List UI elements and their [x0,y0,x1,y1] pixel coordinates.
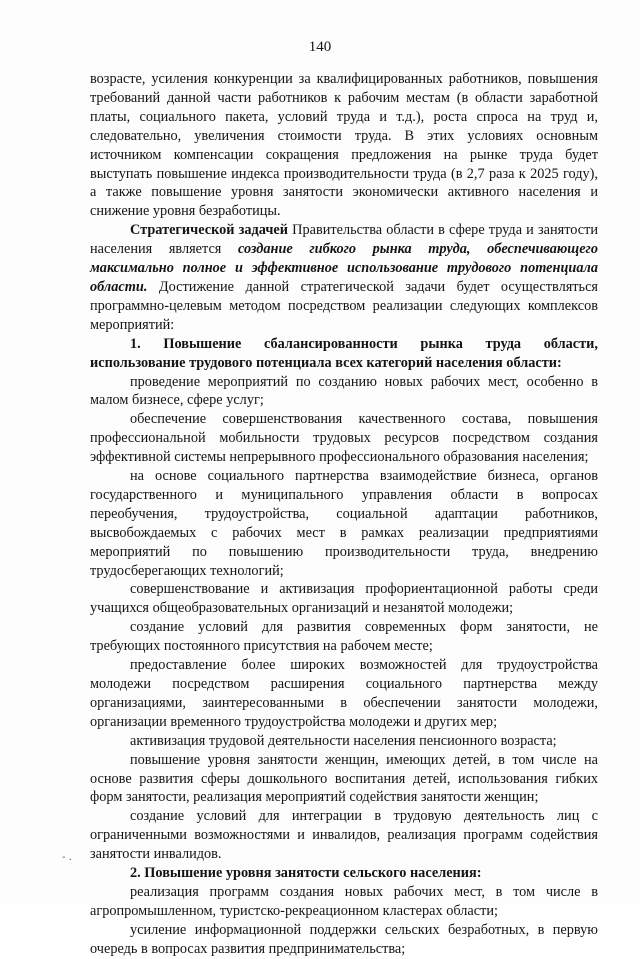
section-heading-1: 1. Повышение сбалансированности рынка труда области, использование трудового потенциала всех категорий населения области: [90,335,598,371]
section-heading-2: 2. Повышение уровня занятости сельского населения: [130,865,482,882]
list-item: создание условий для интеграции в трудовую деятельность лиц с ограниченными возможностями и инвалидов, реализация программ содействия занятости инвалидов. [90,808,598,863]
list-item: обеспечение совершенствования качественного состава, повышения профессиональной мобильности трудовых ресурсов посредством создания эффективной системы непрерывного профессионального образования населения; [90,411,598,466]
list-item: создание условий для развития современных форм занятости, не требующих постоянного присутствия на рабочем месте; [90,619,598,655]
paragraph-strategic-task [90,221,598,334]
page-number: 140 [308,39,332,55]
list-item: усиление информационной поддержки сельских безработных, в первую очередь в вопросах развития предпринимательства; [90,921,598,957]
document-body [90,70,598,959]
strategic-task-text-a: Правительства области в сфере труда и занятости населения является [90,222,598,258]
list-item: повышение уровня занятости женщин, имеющих детей, в том числе на основе развития сферы дошкольного воспитания детей, использования гибких форм занятости, реализация мероприятий содействия занятости женщин; [90,751,598,806]
list-item: предоставление более широких возможностей для трудоустройства молодежи посредством расширения социального партнерства между организациями, заинтересованными в обеспечении занятости молодежи, организации временного трудоустройства молодежи и других мер; [90,657,598,730]
scan-speck: - . [62,852,72,863]
list-item: реализация программ создания новых рабочих мест, в том числе в агропромышленном, туристско-рекреационном кластерах области; [90,883,598,919]
strategic-task-emphasis: создание гибкого рынка труда, обеспечивающего максимально полное и эффективное использование трудового потенциала области. [90,241,598,295]
list-item: совершенствование и активизация профориентационной работы среди учащихся общеобразовательных организаций и незанятой молодежи; [90,581,598,617]
strategic-task-lead: Стратегической задачей [130,222,289,239]
strategic-task-text-b: Достижение данной стратегической задачи будет осуществляться программно-целевым методом посредством реализации следующих комплексов мероприятий: [90,278,598,333]
list-item: активизация трудовой деятельности населения пенсионного возраста; [130,732,557,749]
paragraph-continuation: возрасте, усиления конкуренции за квалифицированных работников, повышения требований данной части работников к рабочим местам (в области заработной платы, социального пакета, условий труда и т.д.), роста спроса на труд и, следовательно, увеличения стоимости труда. В этих условиях основным источником компенсации сокращения предложения на рынке труда будет выступать повышение индекса производительности труда (в 2,7 раза к 2025 году), а также повышение уровня занятости экономически активного населения и снижение уровня безработицы. [90,71,598,220]
list-item: проведение мероприятий по созданию новых рабочих мест, особенно в малом бизнесе, сфере услуг; [90,373,598,409]
list-item: на основе социального партнерства взаимодействие бизнеса, органов государственного и муниципального управления области в вопросах переобучения, трудоустройства, социальной адаптации работников, высвобождаемых с рабочих мест в рамках реализации предприятиями мероприятий по повышению производительности труда, внедрению трудосберегающих технологий; [90,468,598,579]
